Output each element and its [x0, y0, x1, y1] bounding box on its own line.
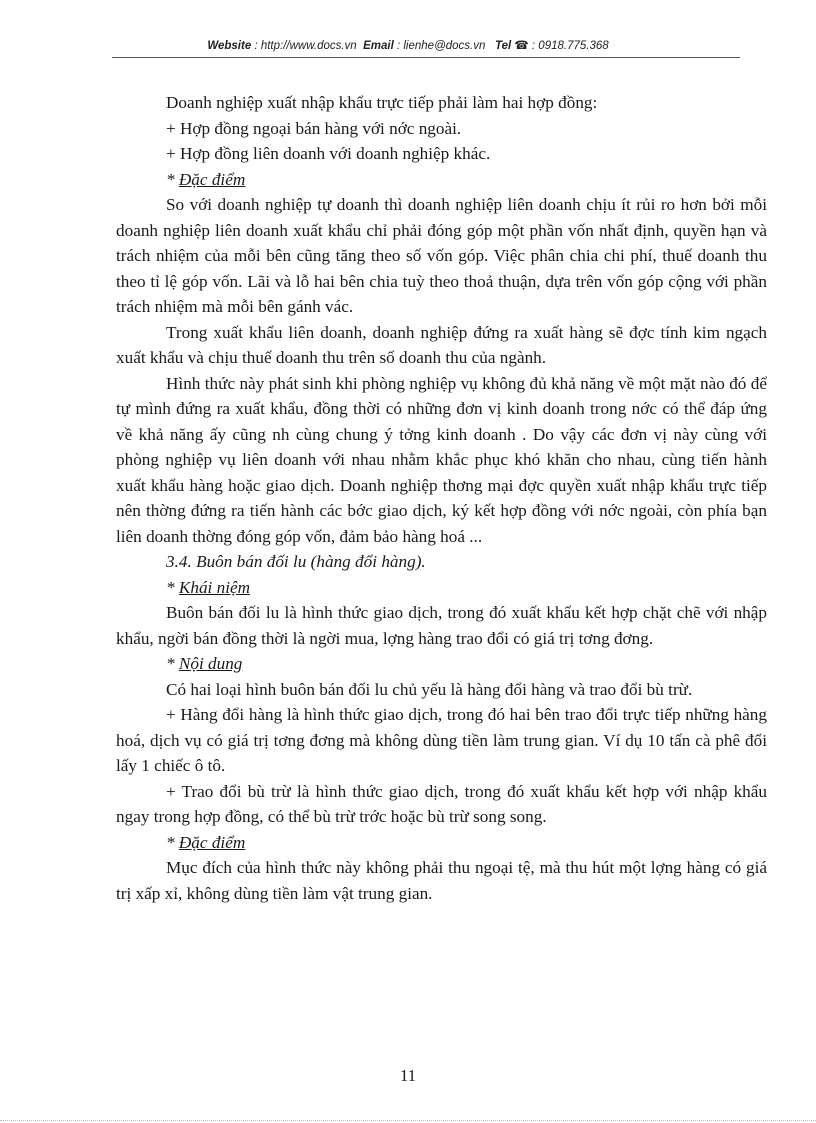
heading-text: Nội dung [178, 654, 243, 673]
header-divider [112, 57, 740, 58]
bullet-star: * [166, 577, 179, 597]
bullet-star: * [166, 832, 179, 852]
paragraph: Mục đích của hình thức này không phải thu ngoại tệ, mà thu hút một lợng hàng có giá trị xấp xỉ, không dùng tiền làm vật trung gian. [116, 858, 767, 903]
subsection-title: 3.4. Buôn bán đối lu (hàng đổi hàng). [166, 552, 426, 571]
heading-text: Đặc điểm [178, 832, 246, 852]
section-heading [116, 575, 767, 601]
paragraph: Buôn bán đối lu là hình thức giao dịch, trong đó xuất khẩu kết hợp chặt chẽ với nhập khẩu, ngời bán đồng thời là ngời mua, lợng hàng trao đổi có giá trị tơng đơng. [116, 603, 767, 648]
paragraph: Trong xuất khẩu liên doanh, doanh nghiệp đứng ra xuất hàng sẽ đợc tính kim ngạch xuất khẩu và chịu thuế doanh thu trên số doanh thu của ngành. [116, 322, 767, 367]
paragraph: Hình thức này phát sinh khi phòng nghiệp vụ không đủ khả năng về một mặt nào đó để tự mình đứng ra xuất khẩu, đồng thời có những đơn vị kinh doanh trong nớc có thể đáp ứng về khả năng ấy cũng nh cùng chung ý tởng kinh doanh . Do vậy các đơn vị này cùng với phòng nghiệp vụ liên doanh với nhau nhằm khắc phục khó khăn cho nhau, cùng tiến hành xuất khẩu hàng hoặc giao dịch. Doanh nghiệp thơng mại đợc quyền xuất nhập khẩu trực tiếp nên thờng đứng ra tiến hành các bớc giao dịch, ký kết hợp đồng với nớc ngoài, còn phía bạn liên doanh thờng đóng góp vốn, đảm bảo hàng hoá ... [116, 373, 767, 546]
heading-text: Khái niệm [178, 577, 251, 597]
page-header [0, 38, 816, 52]
paragraph: Có hai loại hình buôn bán đối lu chủ yếu là hàng đổi hàng và trao đổi bù trừ. [166, 679, 693, 699]
email-label: Email [363, 40, 394, 52]
tel-value: : 0918.775.368 [531, 40, 609, 52]
section-heading [116, 651, 767, 677]
phone-icon: ☎ [514, 40, 529, 52]
section-heading [116, 167, 767, 193]
paragraph: Doanh nghiệp xuất nhập khẩu trực tiếp phải làm hai hợp đồng: [166, 93, 598, 112]
bullet-star: * [166, 654, 179, 673]
heading-text: Đặc điểm [178, 169, 246, 189]
paragraph: + Hàng đổi hàng là hình thức giao dịch, trong đó hai bên trao đổi trực tiếp những hàng hoá, dịch vụ có giá trị tơng đơng mà không dùng tiền làm trung gian. Ví dụ 10 tấn cà phê đổi lấy 1 chiếc ô tô. [116, 705, 767, 775]
paragraph: + Trao đổi bù trừ là hình thức giao dịch, trong đó xuất khẩu kết hợp với nhập khẩu ngay trong hợp đồng, có thể bù trừ trớc hoặc bù trừ song song. [116, 781, 767, 826]
paragraph: + Hợp đồng ngoại bán hàng với nớc ngoài. [166, 118, 462, 138]
paragraph: + Hợp đồng liên doanh với doanh nghiệp khác. [166, 144, 491, 163]
page-number: 11 [399, 1066, 417, 1085]
section-heading [116, 830, 767, 856]
bullet-star: * [166, 169, 179, 189]
footer-divider [0, 1120, 816, 1121]
website-value: : http://www.docs.vn [254, 40, 357, 52]
document-body [116, 90, 767, 906]
email-value: : lienhe@docs.vn [396, 40, 486, 52]
paragraph: So với doanh nghiệp tự doanh thì doanh nghiệp liên doanh chịu ít rủi ro hơn bởi mỗi doanh nghiệp liên doanh xuất khẩu chỉ phải đóng góp một phần vốn nhất định, quyền hạn và trách nhiệm của mỗi bên cũng tăng theo số vốn góp. Việc phân chia chi phí, thuế doanh thu theo tỉ lệ góp vốn. Lãi và lỗ hai bên chia tuỳ theo thoả thuận, dựa trên vốn góp cộng với phần trách nhiệm mà mỗi bên gánh vác. [116, 195, 767, 316]
website-label: Website [207, 40, 252, 52]
tel-label: Tel [494, 40, 512, 52]
